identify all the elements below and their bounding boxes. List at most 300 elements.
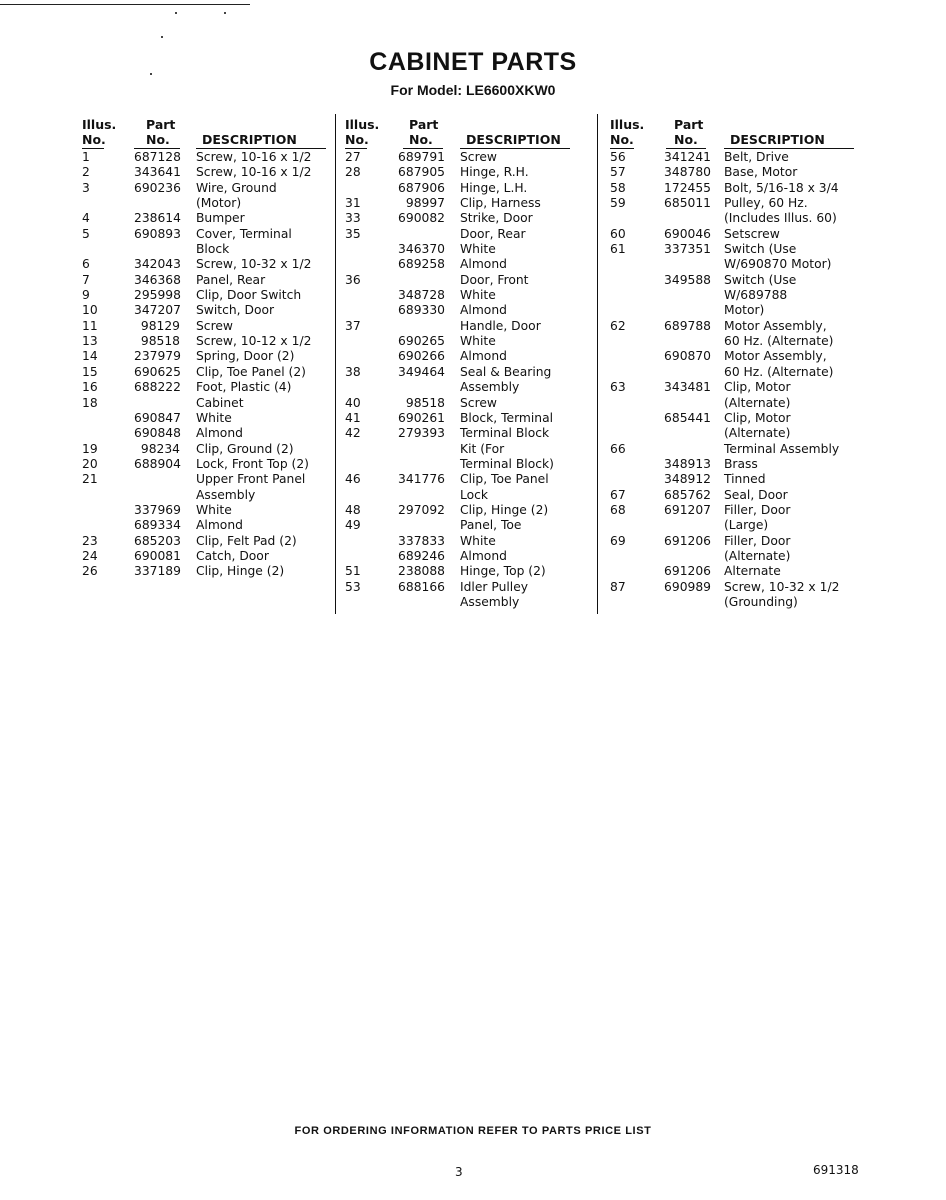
part-number: 98518 [140, 334, 180, 349]
illus-number: 35 [345, 226, 361, 241]
table-row [345, 534, 595, 549]
illus-number: 3 [82, 180, 90, 195]
table-row [610, 426, 860, 441]
illus-number: 20 [82, 456, 98, 471]
part-number: 690265 [398, 334, 445, 349]
part-number: 688166 [398, 579, 445, 594]
table-row [345, 242, 595, 257]
table-row [610, 181, 860, 196]
part-number: 690989 [664, 579, 711, 594]
part-number: 348913 [664, 456, 711, 471]
part-description: Seal & Bearing [460, 364, 552, 379]
table-row [345, 518, 595, 533]
table-row [82, 411, 332, 426]
table-row [610, 580, 860, 595]
illus-number: 38 [345, 364, 361, 379]
part-description: Bolt, 5/16-18 x 3/4 [724, 180, 839, 195]
table-row [610, 503, 860, 518]
part-description: Idler Pulley [460, 579, 529, 594]
header-underline [196, 148, 326, 149]
part-number: 279393 [398, 426, 445, 441]
part-number: 238614 [134, 211, 181, 226]
illus-number: 15 [82, 364, 98, 379]
part-description: Assembly [196, 487, 256, 502]
part-description: Wire, Ground [196, 180, 277, 195]
illus-number: 19 [82, 441, 98, 456]
model-subtitle: For Model: LE6600XKW0 [390, 82, 556, 98]
part-description: Setscrew [724, 226, 780, 241]
part-number: 690870 [664, 349, 711, 364]
table-row [82, 288, 332, 303]
table-row [82, 211, 332, 226]
part-number: 690261 [398, 410, 445, 425]
table-row [82, 472, 332, 487]
table-row [610, 488, 860, 503]
part-number: 685011 [664, 196, 711, 211]
table-row [82, 319, 332, 334]
part-description: White [460, 334, 496, 349]
part-number: 690236 [134, 180, 181, 195]
document-number: 691318 [813, 1163, 859, 1177]
illus-number: 66 [610, 441, 626, 456]
table-row [610, 549, 860, 564]
table-row [345, 549, 595, 564]
illus-number: 31 [345, 196, 361, 211]
part-description: Clip, Toe Panel (2) [196, 364, 306, 379]
header-part-no: No. [146, 132, 170, 147]
illus-number: 9 [82, 288, 90, 303]
part-number: 685441 [664, 410, 711, 425]
part-description: Door, Rear [460, 226, 526, 241]
table-row [82, 518, 332, 533]
illus-number: 40 [345, 395, 361, 410]
part-description: Screw, 10-16 x 1/2 [196, 150, 312, 164]
part-description: Terminal Block) [460, 456, 554, 471]
part-number: 295998 [134, 288, 181, 303]
part-description: Motor Assembly, [724, 349, 827, 364]
part-description: Bumper [196, 211, 245, 226]
part-description: Tinned [724, 472, 766, 487]
table-row [345, 227, 595, 242]
part-description: Clip, Door Switch [196, 288, 302, 303]
part-description: Screw, 10-32 x 1/2 [724, 579, 840, 594]
scan-speck [161, 36, 163, 38]
illus-number: 49 [345, 518, 361, 533]
illus-number: 42 [345, 426, 361, 441]
part-description: Motor Assembly, [724, 318, 827, 333]
part-number: 341776 [398, 472, 445, 487]
part-number: 238088 [398, 564, 445, 579]
illus-number: 68 [610, 502, 626, 517]
illus-number: 21 [82, 472, 98, 487]
part-number: 342043 [134, 257, 181, 272]
table-row [82, 442, 332, 457]
part-description: Screw, 10-16 x 1/2 [196, 165, 312, 180]
table-row [610, 365, 860, 380]
page-number: 3 [455, 1165, 463, 1179]
part-number: 343481 [664, 380, 711, 395]
part-description: Handle, Door [460, 318, 541, 333]
part-number: 687905 [398, 165, 445, 180]
part-description: White [196, 502, 232, 517]
part-description: (Includes Illus. 60) [724, 211, 837, 226]
illus-number: 4 [82, 211, 90, 226]
table-row [82, 196, 332, 211]
header-illus: Illus. [345, 117, 380, 132]
part-number: 347207 [134, 303, 181, 318]
table-row [82, 334, 332, 349]
illus-number: 28 [345, 165, 361, 180]
part-description: Belt, Drive [724, 150, 789, 164]
part-description: Hinge, R.H. [460, 165, 529, 180]
part-number: 689246 [398, 548, 445, 563]
part-description: Almond [196, 518, 243, 533]
illus-number: 87 [610, 579, 626, 594]
illus-number: 59 [610, 196, 626, 211]
part-description: Screw, 10-32 x 1/2 [196, 257, 312, 272]
part-number: 691206 [664, 564, 711, 579]
illus-number: 48 [345, 502, 361, 517]
table-row [610, 472, 860, 487]
part-number: 98129 [140, 318, 180, 333]
part-number: 690848 [134, 426, 181, 441]
part-number: 688904 [134, 456, 181, 471]
table-row [610, 442, 860, 457]
table-row [610, 595, 860, 610]
part-description: Screw, 10-12 x 1/2 [196, 334, 312, 349]
illus-number: 69 [610, 533, 626, 548]
header-description: DESCRIPTION [202, 132, 297, 147]
illus-number: 67 [610, 487, 626, 502]
part-description: Switch (Use [724, 242, 797, 257]
table-row [345, 365, 595, 380]
table-row [82, 257, 332, 272]
table-row [610, 196, 860, 211]
part-number: 98234 [140, 441, 180, 456]
table-row [610, 150, 860, 165]
illus-number: 24 [82, 548, 98, 563]
page-title: CABINET PARTS [369, 48, 577, 76]
table-row [345, 580, 595, 595]
illus-number: 61 [610, 242, 626, 257]
header-underline [345, 148, 367, 149]
table-row [345, 488, 595, 503]
part-number: 237979 [134, 349, 181, 364]
part-description: Kit (For [460, 441, 505, 456]
header-underline [82, 148, 104, 149]
part-number: 689788 [664, 318, 711, 333]
table-row [610, 411, 860, 426]
table-row [610, 211, 860, 226]
parts-column-1 [82, 114, 332, 580]
part-description: Almond [460, 548, 507, 563]
header-underline [724, 148, 854, 149]
header-description: DESCRIPTION [466, 132, 561, 147]
part-description: 60 Hz. (Alternate) [724, 334, 834, 349]
illus-number: 10 [82, 303, 98, 318]
illus-number: 6 [82, 257, 90, 272]
illus-number: 16 [82, 380, 98, 395]
part-description: W/689788 [724, 288, 788, 303]
part-number: 691206 [664, 533, 711, 548]
table-row [82, 365, 332, 380]
part-number: 689791 [398, 150, 445, 164]
illus-number: 33 [345, 211, 361, 226]
column-header [82, 114, 332, 150]
part-number: 172455 [664, 180, 711, 195]
part-description: (Large) [724, 518, 769, 533]
part-description: Clip, Motor [724, 380, 791, 395]
part-number: 337189 [134, 564, 181, 579]
header-underline [460, 148, 570, 149]
parts-column-2 [345, 114, 595, 610]
part-number: 343641 [134, 165, 181, 180]
part-description: W/690870 Motor) [724, 257, 832, 272]
part-number: 687906 [398, 180, 445, 195]
part-description: Motor) [724, 303, 765, 318]
column-divider [597, 114, 598, 614]
illus-number: 41 [345, 410, 361, 425]
table-row [345, 396, 595, 411]
table-row [82, 165, 332, 180]
part-number: 297092 [398, 502, 445, 517]
part-description: Almond [196, 426, 243, 441]
part-description: Almond [460, 257, 507, 272]
illus-number: 11 [82, 318, 98, 333]
illus-number: 58 [610, 180, 626, 195]
part-number: 685762 [664, 487, 711, 502]
table-row [345, 319, 595, 334]
table-row [345, 426, 595, 441]
part-description: Clip, Harness [460, 196, 541, 211]
part-number: 349464 [398, 364, 445, 379]
header-illus-no: No. [610, 132, 634, 147]
part-description: Base, Motor [724, 165, 798, 180]
scan-speck [175, 12, 177, 14]
part-description: Block, Terminal [460, 410, 554, 425]
header-underline [610, 148, 634, 149]
part-description: Clip, Hinge (2) [460, 502, 549, 517]
part-description: Panel, Rear [196, 272, 266, 287]
part-description: Panel, Toe [460, 518, 522, 533]
table-row [82, 303, 332, 318]
part-description: Lock [460, 487, 489, 502]
part-description: Switch, Door [196, 303, 275, 318]
table-row [82, 426, 332, 441]
part-description: Seal, Door [724, 487, 788, 502]
ordering-footer: FOR ORDERING INFORMATION REFER TO PARTS PRICE LIST [294, 1125, 652, 1137]
part-description: Terminal Assembly [724, 441, 840, 456]
part-description: White [460, 533, 496, 548]
table-row [345, 595, 595, 610]
part-description: Hinge, Top (2) [460, 564, 546, 579]
top-rule [0, 4, 250, 5]
table-row [82, 349, 332, 364]
table-row [345, 150, 595, 165]
illus-number: 26 [82, 564, 98, 579]
part-description: Terminal Block [460, 426, 550, 441]
table-row [345, 380, 595, 395]
illus-number: 36 [345, 272, 361, 287]
part-number: 346368 [134, 272, 181, 287]
illus-number: 13 [82, 334, 98, 349]
part-number: 689258 [398, 257, 445, 272]
column-divider [335, 114, 336, 614]
header-part-no: No. [409, 132, 433, 147]
header-illus-no: No. [345, 132, 369, 147]
header-part: Part [146, 117, 176, 132]
table-row [82, 534, 332, 549]
table-row [610, 380, 860, 395]
table-row [345, 442, 595, 457]
part-description: Switch (Use [724, 272, 797, 287]
table-row [610, 273, 860, 288]
table-row [610, 288, 860, 303]
table-row [345, 273, 595, 288]
part-description: Filler, Door [724, 533, 791, 548]
part-number: 690625 [134, 364, 181, 379]
table-row [82, 564, 332, 579]
table-row [345, 564, 595, 579]
part-description: Pulley, 60 Hz. [724, 196, 808, 211]
illus-number: 56 [610, 150, 626, 164]
part-description: (Alternate) [724, 395, 791, 410]
part-description: Screw [196, 318, 233, 333]
table-row [345, 288, 595, 303]
part-description: 60 Hz. (Alternate) [724, 364, 834, 379]
table-row [82, 488, 332, 503]
part-description: Clip, Ground (2) [196, 441, 294, 456]
part-number: 337833 [398, 533, 445, 548]
part-number: 690082 [398, 211, 445, 226]
illus-number: 14 [82, 349, 98, 364]
table-row [345, 181, 595, 196]
table-row [610, 564, 860, 579]
illus-number: 2 [82, 165, 90, 180]
table-row [610, 242, 860, 257]
table-row [345, 411, 595, 426]
table-row [345, 334, 595, 349]
part-description: Clip, Toe Panel [460, 472, 549, 487]
table-row [610, 349, 860, 364]
part-number: 337351 [664, 242, 711, 257]
table-row [610, 457, 860, 472]
part-description: White [460, 288, 496, 303]
table-row [82, 227, 332, 242]
table-row [610, 319, 860, 334]
part-description: Catch, Door [196, 548, 269, 563]
part-number: 349588 [664, 272, 711, 287]
table-row [82, 242, 332, 257]
table-row [610, 303, 860, 318]
part-description: (Alternate) [724, 548, 791, 563]
table-row [82, 380, 332, 395]
part-description: Assembly [460, 380, 520, 395]
table-row [82, 503, 332, 518]
table-row [610, 334, 860, 349]
table-row [345, 503, 595, 518]
table-row [345, 165, 595, 180]
part-number: 690081 [134, 548, 181, 563]
part-number: 348780 [664, 165, 711, 180]
illus-number: 46 [345, 472, 361, 487]
table-row [82, 273, 332, 288]
header-underline [403, 148, 443, 149]
part-description: Filler, Door [724, 502, 791, 517]
illus-number: 1 [82, 150, 90, 164]
header-illus: Illus. [610, 117, 645, 132]
table-row [345, 457, 595, 472]
part-description: Screw [460, 150, 497, 164]
table-row [345, 196, 595, 211]
part-number: 688222 [134, 380, 181, 395]
part-description: Almond [460, 303, 507, 318]
header-part: Part [674, 117, 704, 132]
part-number: 348912 [664, 472, 711, 487]
illus-number: 60 [610, 226, 626, 241]
part-number: 687128 [134, 150, 181, 164]
part-description: Strike, Door [460, 211, 533, 226]
part-number: 98518 [405, 395, 445, 410]
part-description: (Grounding) [724, 594, 798, 609]
part-description: Alternate [724, 564, 781, 579]
part-number: 98997 [405, 196, 445, 211]
part-description: Hinge, L.H. [460, 180, 528, 195]
part-description: Foot, Plastic (4) [196, 380, 292, 395]
illus-number: 63 [610, 380, 626, 395]
header-illus: Illus. [82, 117, 117, 132]
part-description: White [460, 242, 496, 257]
illus-number: 23 [82, 533, 98, 548]
table-row [345, 303, 595, 318]
column-header [610, 114, 860, 150]
part-description: Lock, Front Top (2) [196, 456, 309, 471]
header-part-no: No. [674, 132, 698, 147]
part-description: Cover, Terminal [196, 226, 292, 241]
part-description: (Alternate) [724, 426, 791, 441]
illus-number: 51 [345, 564, 361, 579]
part-description: Spring, Door (2) [196, 349, 295, 364]
part-description: Clip, Felt Pad (2) [196, 533, 297, 548]
part-description: White [196, 410, 232, 425]
illus-number: 5 [82, 226, 90, 241]
table-row [82, 150, 332, 165]
part-number: 690266 [398, 349, 445, 364]
table-row [345, 472, 595, 487]
table-row [610, 534, 860, 549]
part-description: Screw [460, 395, 497, 410]
part-number: 689334 [134, 518, 181, 533]
illus-number: 18 [82, 395, 98, 410]
header-illus-no: No. [82, 132, 106, 147]
table-row [345, 349, 595, 364]
table-row [345, 211, 595, 226]
part-description: (Motor) [196, 196, 242, 211]
part-description: Cabinet [196, 395, 244, 410]
part-description: Brass [724, 456, 758, 471]
header-underline [666, 148, 706, 149]
table-row [610, 227, 860, 242]
header-underline [134, 148, 180, 149]
part-description: Door, Front [460, 272, 529, 287]
illus-number: 53 [345, 579, 361, 594]
part-number: 690847 [134, 410, 181, 425]
part-number: 348728 [398, 288, 445, 303]
part-number: 690893 [134, 226, 181, 241]
table-row [610, 165, 860, 180]
table-row [82, 396, 332, 411]
table-row [345, 257, 595, 272]
